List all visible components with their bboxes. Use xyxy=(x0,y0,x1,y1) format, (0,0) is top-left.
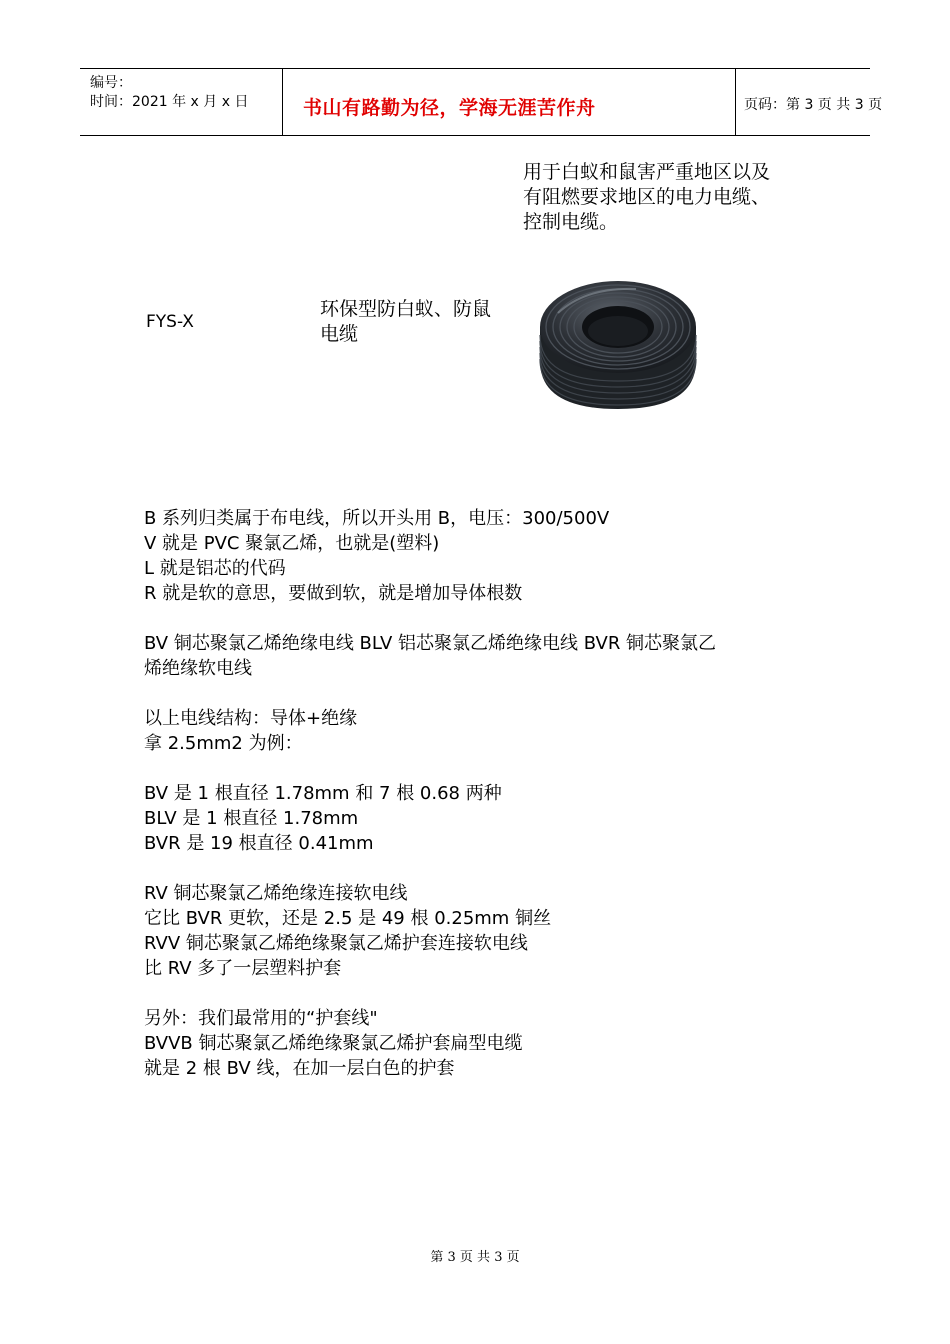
document-number-label: 编号： xyxy=(90,75,132,91)
body-line: 就是 2 根 BV 线，在加一层白色的护套 xyxy=(144,1058,455,1079)
product-model: FYS-X xyxy=(146,312,194,332)
body-line: 以上电线结构：导体+绝缘 xyxy=(144,708,358,729)
usage-line: 用于白蚁和鼠害严重地区以及 xyxy=(523,161,771,183)
body-line: R 就是软的意思，要做到软，就是增加导体根数 xyxy=(144,583,523,604)
body-line: BV 铜芯聚氯乙烯绝缘电线 BLV 铝芯聚氯乙烯绝缘电线 BVR 铜芯聚氯乙 xyxy=(144,633,717,654)
product-name-line: 环保型防白蚁、防鼠 xyxy=(320,298,492,320)
product-usage xyxy=(523,160,770,235)
cable-coil-image xyxy=(536,275,700,413)
page-footer: 第 3 页 共 3 页 xyxy=(430,1250,520,1265)
motto-text: 书山有路勤为径，学海无涯苦作舟 xyxy=(303,97,596,119)
body-line: 另外：我们最常用的“护套线" xyxy=(144,1008,378,1029)
header-page-info: 页码：第 3 页 共 3 页 xyxy=(744,97,883,113)
usage-line: 有阻燃要求地区的电力电缆、 xyxy=(523,186,771,208)
body-line: 拿 2.5mm2 为例： xyxy=(144,733,303,754)
body-line: BV 是 1 根直径 1.78mm 和 7 根 0.68 两种 xyxy=(144,783,502,804)
page-header xyxy=(80,68,883,136)
body-line xyxy=(144,856,716,881)
body-line xyxy=(144,981,716,1006)
body-line: 比 RV 多了一层塑料护套 xyxy=(144,958,342,979)
body-line: BLV 是 1 根直径 1.78mm xyxy=(144,808,359,829)
body-line: 它比 BVR 更软，还是 2.5 是 49 根 0.25mm 铜丝 xyxy=(144,908,552,929)
body-line: RVV 铜芯聚氯乙烯绝缘聚氯乙烯护套连接软电线 xyxy=(144,933,528,954)
body-text xyxy=(144,506,716,1081)
document-date-label: 时间：2021 年 x 月 x 日 xyxy=(90,94,249,110)
usage-line: 控制电缆。 xyxy=(523,211,619,233)
product-name-line: 电缆 xyxy=(320,323,359,345)
header-info-cell xyxy=(80,69,282,135)
body-line: B 系列归类属于布电线，所以开头用 B，电压：300/500V xyxy=(144,508,610,529)
body-line: L 就是铝芯的代码 xyxy=(144,558,286,579)
body-line xyxy=(144,681,716,706)
body-line: BVVB 铜芯聚氯乙烯绝缘聚氯乙烯护套扁型电缆 xyxy=(144,1033,523,1054)
body-line: BVR 是 19 根直径 0.41mm xyxy=(144,833,374,854)
body-line: 烯绝缘软电线 xyxy=(144,658,252,679)
product-name xyxy=(320,297,491,347)
body-line xyxy=(144,606,716,631)
header-page-cell xyxy=(736,69,883,135)
body-line xyxy=(144,756,716,781)
body-line: RV 铜芯聚氯乙烯绝缘连接软电线 xyxy=(144,883,408,904)
body-line: V 就是 PVC 聚氯乙烯，也就是(塑料) xyxy=(144,533,440,554)
header-motto-cell xyxy=(282,69,736,135)
